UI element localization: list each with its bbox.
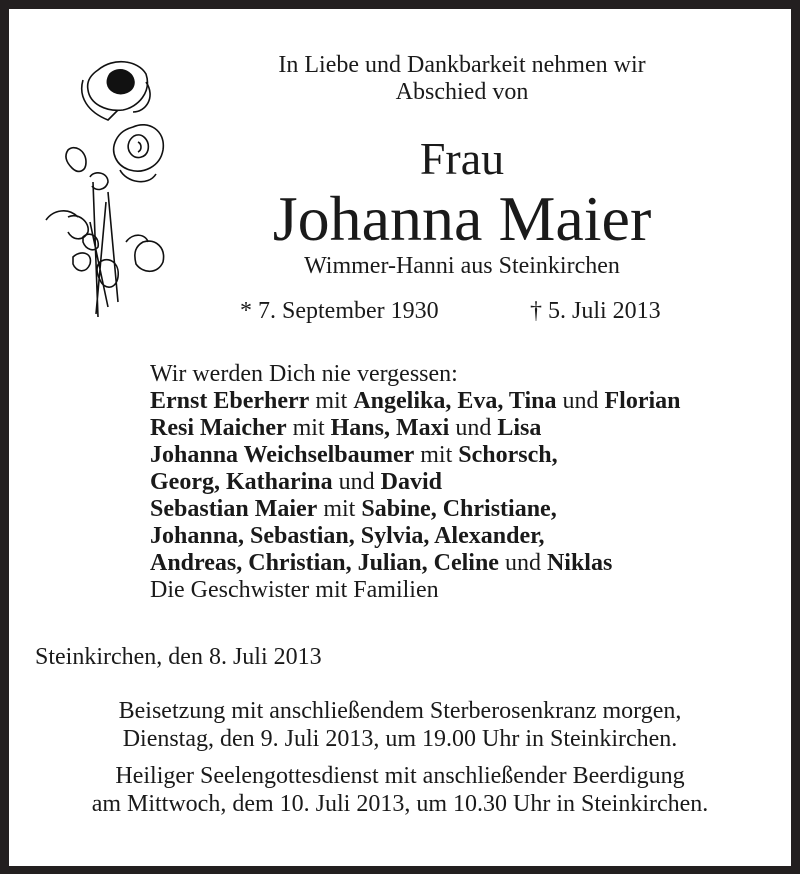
- mourner-line: [150, 523, 681, 550]
- intro-line-1: In Liebe und Dankbarkeit nehmen wir: [278, 52, 646, 78]
- connector-text: Die Geschwister mit Familien: [150, 577, 439, 603]
- salutation: Frau: [419, 133, 505, 184]
- mourner-line: [150, 388, 681, 415]
- mourner-line: [150, 361, 681, 388]
- mourner-name: Niklas: [546, 550, 613, 576]
- connector-text: mit: [414, 442, 459, 468]
- mourner-line: [150, 415, 681, 442]
- death-date: † 5. Juli 2013: [530, 298, 661, 324]
- mourner-name: Resi Maicher: [150, 415, 287, 441]
- connector-text: und: [332, 469, 381, 495]
- mourner-name: Hans, Maxi: [330, 415, 450, 441]
- connector-text: mit: [309, 388, 354, 414]
- nickname: Wimmer-Hanni aus Steinkirchen: [304, 253, 620, 279]
- mourner-line: [150, 550, 681, 577]
- mourner-name: Ernst Eberherr: [150, 388, 310, 414]
- burial-line-2: Dienstag, den 9. Juli 2013, um 19.00 Uhr in Steinkirchen.: [122, 726, 678, 752]
- connector-text: und: [498, 550, 547, 576]
- connector-text: Wir werden Dich nie vergessen:: [150, 361, 458, 387]
- mourner-name: Sabine, Christiane,: [361, 496, 557, 522]
- connector-text: mit: [317, 496, 362, 522]
- mourner-name: Sebastian Maier: [150, 496, 318, 522]
- place-and-date: Steinkirchen, den 8. Juli 2013: [35, 644, 322, 670]
- connector-text: mit: [286, 415, 331, 441]
- mourner-line: [150, 442, 681, 469]
- mourner-name: Schorsch,: [458, 442, 558, 468]
- mass-line-2: am Mittwoch, dem 10. Juli 2013, um 10.30 Uhr in Steinkirchen.: [91, 791, 709, 817]
- mourners-list: [150, 361, 681, 604]
- birth-date: * 7. September 1930: [240, 298, 439, 324]
- mourner-name: Georg, Katharina: [150, 469, 333, 495]
- mourner-line: [150, 469, 681, 496]
- mourner-name: Johanna Weichselbaumer: [150, 442, 415, 468]
- mourner-name: Johanna, Sebastian, Sylvia, Alexander,: [150, 523, 545, 549]
- mourner-name: Andreas, Christian, Julian, Celine: [150, 550, 499, 576]
- connector-text: und: [556, 388, 605, 414]
- burial-line-1: Beisetzung mit anschließendem Sterberosenkranz morgen,: [118, 698, 682, 724]
- mourner-name: Lisa: [497, 415, 542, 441]
- deceased-name: Johanna Maier: [272, 183, 652, 254]
- mourner-line: [150, 577, 681, 604]
- mourner-name: Angelika, Eva, Tina: [353, 388, 557, 414]
- connector-text: und: [449, 415, 498, 441]
- mourner-line: [150, 496, 681, 523]
- intro-line-2: Abschied von: [395, 79, 529, 105]
- mourner-name: Florian: [604, 388, 681, 414]
- mass-line-1: Heiliger Seelengottesdienst mit anschließender Beerdigung: [115, 763, 685, 789]
- mourner-name: David: [380, 469, 443, 495]
